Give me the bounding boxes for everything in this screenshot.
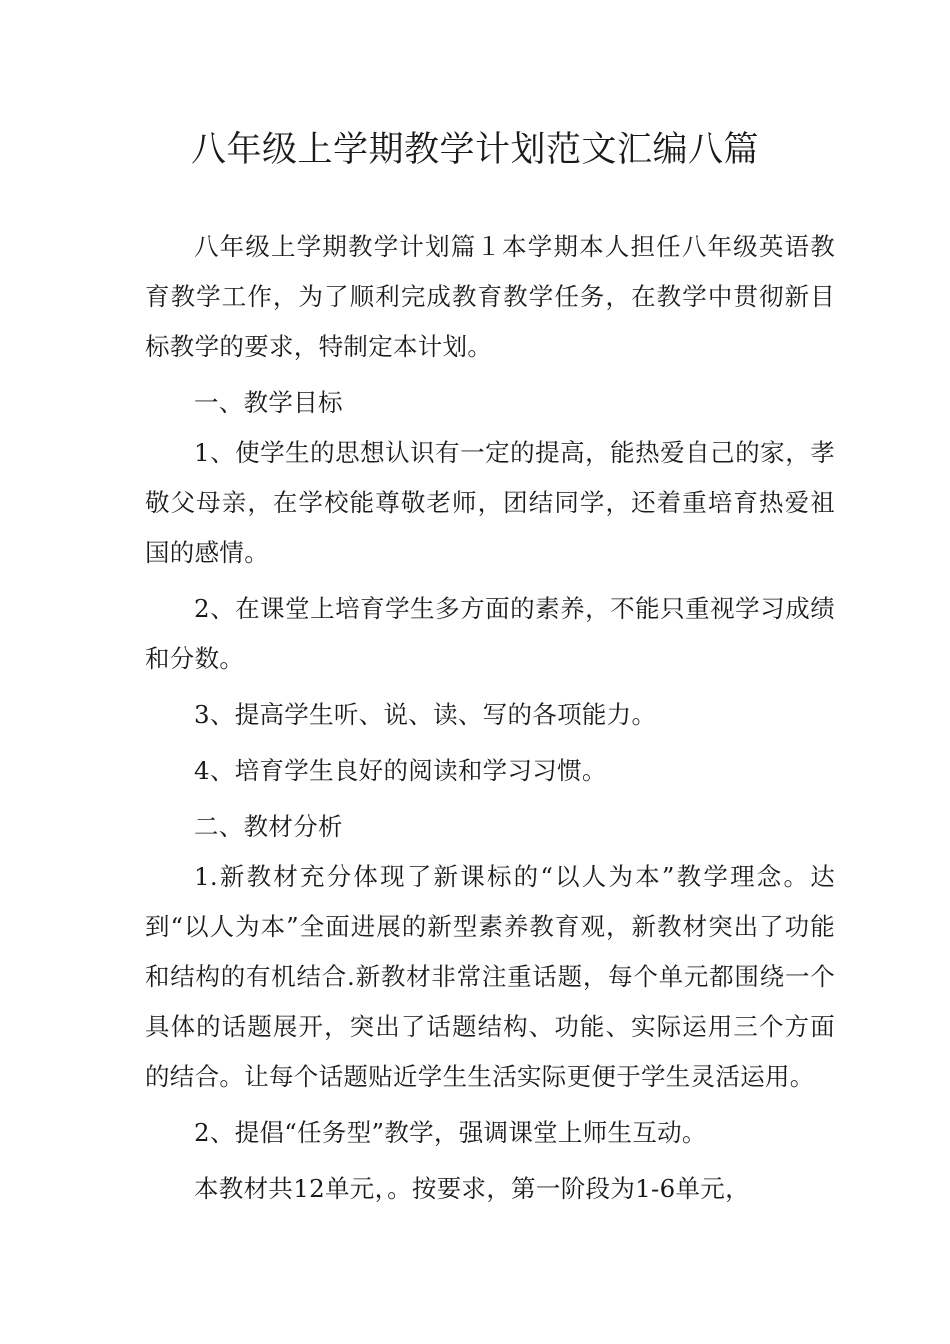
analysis-item-2: 2、提倡“任务型”教学，强调课堂上师生互动。 — [194, 1118, 707, 1147]
document-body — [145, 222, 835, 1220]
analysis-item-1: 1.新教材充分体现了新课标的“以人为本”教学理念。达到“以人为本”全面进展的新型素养教育观，新教材突出了功能和结构的有机结合.新教材非常注重话题，每个单元都围绕一个具体的话题展开，突出了话题结构、功能、实际运用三个方面的结合。让每个话题贴近学生生活实际更便于学生灵活运用。 — [145, 862, 835, 1091]
document-title: 八年级上学期教学计划范文汇编八篇 — [190, 130, 759, 170]
goal-item-1: 1、使学生的思想认识有一定的提高，能热爱自己的家，孝敬父母亲，在学校能尊敬老师，团结同学，还着重培育热爱祖国的感情。 — [145, 438, 835, 567]
goal-item-2: 2、在课堂上培育学生多方面的素养，不能只重视学习成绩和分数。 — [145, 594, 835, 673]
goal-item-3: 3、提高学生听、说、读、写的各项能力。 — [194, 700, 657, 729]
section-heading-teaching-goals: 一、教学目标 — [194, 388, 343, 417]
intro-paragraph: 八年级上学期教学计划篇１本学期本人担任八年级英语教育教学工作，为了顺利完成教育教学任务，在教学中贯彻新目标教学的要求，特制定本计划。 — [145, 232, 835, 361]
section-heading-textbook-analysis: 二、教材分析 — [194, 812, 343, 841]
goal-item-4: 4、培育学生良好的阅读和学习习惯。 — [194, 756, 607, 785]
textbook-units-paragraph: 本教材共12单元，。按要求，第一阶段为1-6单元， — [194, 1174, 750, 1203]
